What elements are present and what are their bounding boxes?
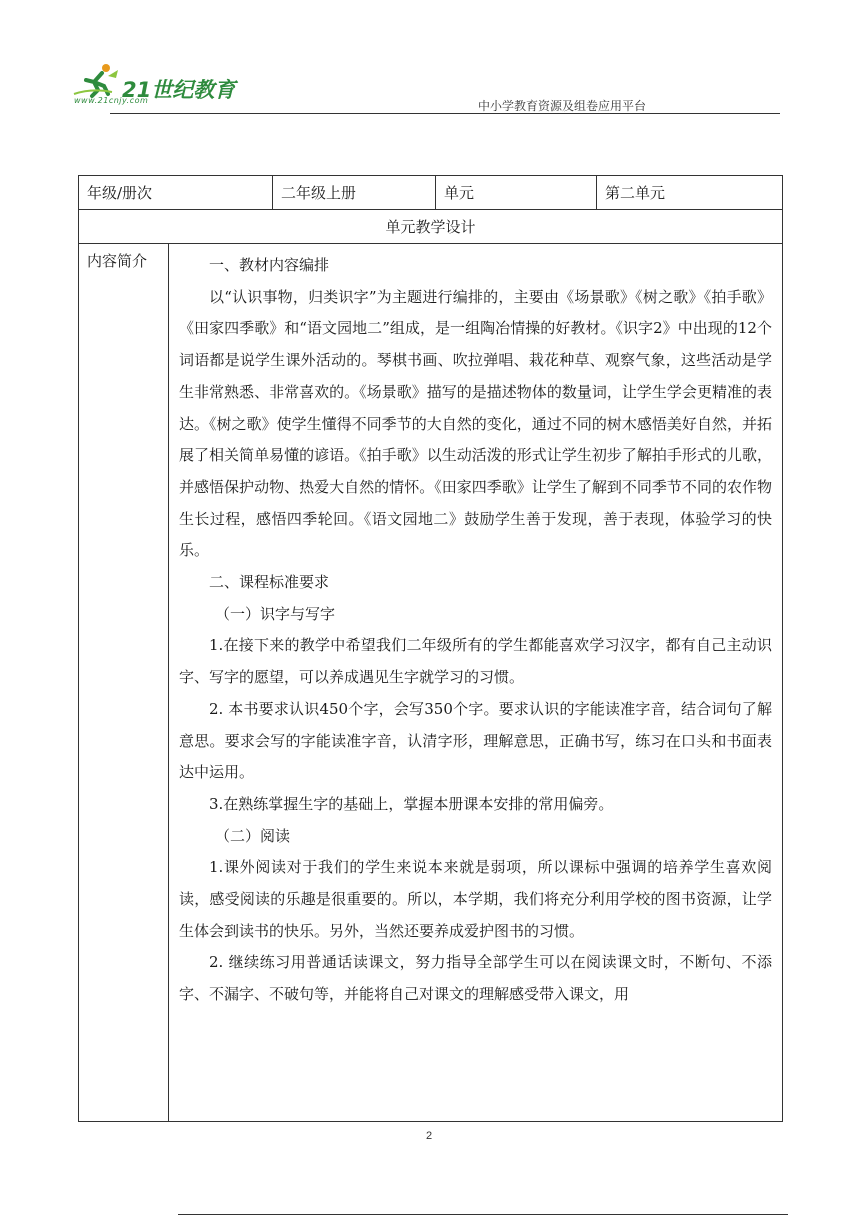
grade-label: 年级/册次 xyxy=(79,176,273,210)
paragraph: 2. 继续练习用普通话读课文，努力指导全部学生可以在阅读课文时，不断句、不添字、不漏字、不破句等，并能将自己对课文的理解感受带入课文，用 xyxy=(179,953,772,1004)
lesson-plan-table xyxy=(78,175,783,1122)
content-label: 内容简介 xyxy=(79,244,169,1122)
logo-text: 21世纪教育 xyxy=(122,78,236,102)
unit-value: 第二单元 xyxy=(597,176,783,210)
page-number: 2 xyxy=(426,1130,433,1142)
paragraph-subheading-2: （二）阅读 xyxy=(215,826,291,845)
paragraph: 以“认识事物，归类识字”为主题进行编排的，主要由《场景歌》《树之歌》《拍手歌》《田家四季歌》和“语文园地二”组成，是一组陶冶情操的好教材。《识字2》中出现的12个词语都是说学生课外活动的。琴棋书画、吹拉弹唱、栽花种草、观察气象，这些活动是学生非常熟悉、非常喜欢的。《场景歌》描写的是描述物体的数量词，让学生学会更精准的表达。《树之歌》使学生懂得不同季节的大自然的变化，通过不同的树木感悟美好自然，并拓展了相关简单易懂的谚语。《拍手歌》以生动活泼的形式让学生初步了解拍手形式的儿歌，并感悟保护动物、热爱大自然的情怀。《田家四季歌》让学生了解到不同季节不同的农作物生长过程，感悟四季轮回。《语文园地二》鼓励学生善于发现，善于表现，体验学习的快乐。 xyxy=(179,287,772,560)
paragraph: 1.课外阅读对于我们的学生来说本来就是弱项，所以课标中强调的培养学生喜欢阅读，感受阅读的乐趣是很重要的。所以，本学期，我们将充分利用学校的图书资源，让学生体会到读书的快乐。另外，当然还要养成爱护图书的习惯。 xyxy=(179,858,772,940)
logo xyxy=(72,62,242,108)
paragraph: 1.在接下来的教学中希望我们二年级所有的学生都能喜欢学习汉字，都有自己主动识字、写字的愿望，可以养成遇见生字就学习的习惯。 xyxy=(179,636,772,687)
platform-name: 中小学教育资源及组卷应用平台 xyxy=(478,99,647,113)
unit-label: 单元 xyxy=(436,176,597,210)
section-title: 单元教学设计 xyxy=(79,210,783,244)
paragraph: 2. 本书要求认识450个字，会写350个字。要求认识的字能读准字音，结合词句了解意思。要求会写的字能读准字音，认清字形，理解意思，正确书写，练习在口头和书面表达中运用。 xyxy=(179,699,772,782)
logo-url: www.21cnjy.com xyxy=(74,96,149,105)
paragraph-heading-1: 一、教材内容编排 xyxy=(209,256,330,274)
header-divider xyxy=(110,113,780,114)
grade-value: 二年级上册 xyxy=(273,176,436,210)
paragraph: 3.在熟练掌握生字的基础上，掌握本册课本安排的常用偏旁。 xyxy=(209,794,614,813)
footer-divider xyxy=(178,1214,788,1215)
runner-logo-icon xyxy=(72,62,122,98)
content-body xyxy=(169,244,783,1122)
table-header-row xyxy=(79,176,783,210)
section-title-row xyxy=(79,210,783,244)
content-row xyxy=(79,244,783,1122)
paragraph-heading-2: 二、课程标准要求 xyxy=(209,573,330,592)
paragraph-subheading-1: （一）识字与写字 xyxy=(215,604,336,623)
